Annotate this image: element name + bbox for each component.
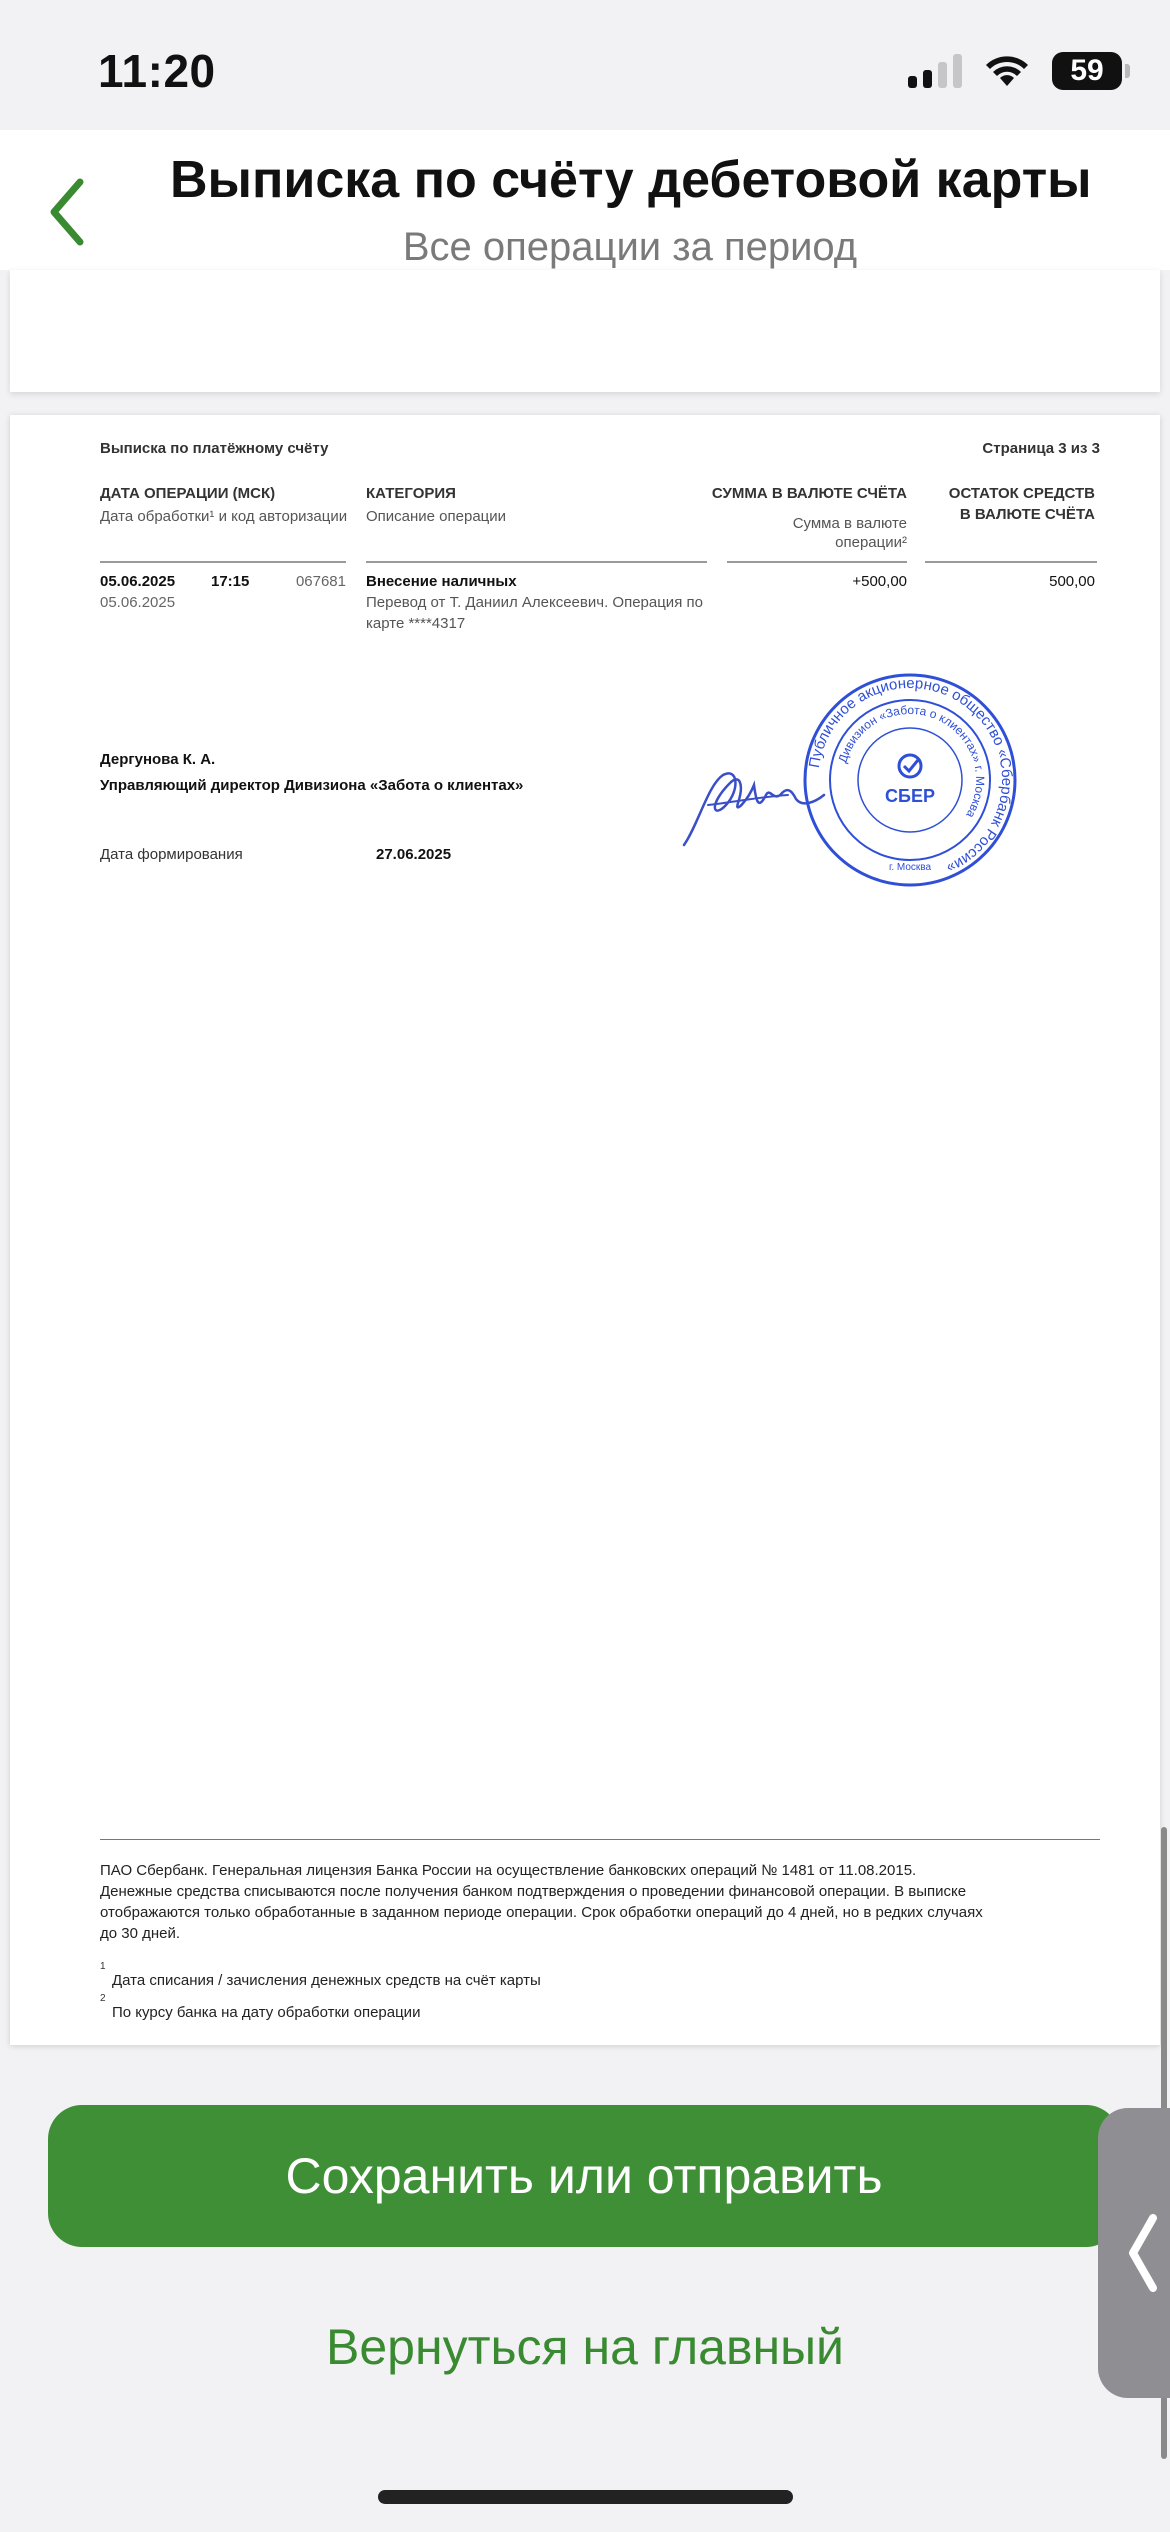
formed-date-value: 27.06.2025 <box>376 846 452 863</box>
chevron-left-icon <box>1123 2208 1163 2298</box>
column-amount-subheader-2: операции² <box>835 534 907 551</box>
column-balance-header-1: ОСТАТОК СРЕДСТВ <box>948 485 1095 502</box>
column-category-header: КАТЕГОРИЯ <box>366 485 456 502</box>
transaction-date: 05.06.2025 <box>100 573 176 590</box>
transaction-time: 17:15 <box>211 573 250 590</box>
stamp-brand: СБЕР <box>885 786 935 806</box>
column-balance-header-2: В ВАЛЮТЕ СЧЁТА <box>959 506 1095 523</box>
transaction-description-line-1: Перевод от Т. Даниил Алексеевич. Операция по <box>366 594 703 611</box>
formed-date-label: Дата формирования <box>100 846 243 863</box>
transaction-balance: 500,00 <box>1049 573 1095 590</box>
footer-legal-text <box>100 1860 1100 1944</box>
signal-icon <box>908 54 962 88</box>
footer-divider <box>100 1839 1100 1840</box>
status-icons <box>908 52 1122 90</box>
transaction-processed-date: 05.06.2025 <box>100 594 176 611</box>
side-panel-handle[interactable] <box>1098 2108 1170 2398</box>
column-category-subheader: Описание операции <box>366 508 507 525</box>
transaction-auth-code: 067681 <box>295 573 346 590</box>
signer-position: Управляющий директор Дивизиона «Забота о клиентах» <box>100 777 524 794</box>
signer-name: Дергунова К. А. <box>100 751 216 768</box>
header-divider <box>727 561 907 563</box>
column-amount-header: СУММА В ВАЛЮТЕ СЧЁТА <box>711 485 907 502</box>
save-or-send-button[interactable]: Сохранить или отправить <box>48 2105 1120 2247</box>
header-divider <box>366 561 707 563</box>
stamp-inner-text: Дивизион «Забота о клиентах» г. Москва <box>835 702 988 821</box>
footer-line: ПАО Сбербанк. Генеральная лицензия Банка России на осуществление банковских операций № 1481 от 11.08.2015. <box>100 1862 917 1879</box>
footer-line: до 30 дней. <box>100 1925 181 1942</box>
page-subtitle: Все операции за период <box>402 225 858 269</box>
footnote-1: Дата списания / зачисления денежных средств на счёт карты <box>112 1972 541 1989</box>
statement-page <box>10 415 1160 2045</box>
battery-level: 59 <box>1070 54 1104 87</box>
return-home-button[interactable]: Вернуться на главный <box>326 2319 844 2375</box>
screen-header <box>0 130 1170 270</box>
previous-document-page <box>10 270 1160 392</box>
header-divider <box>100 561 346 563</box>
wifi-icon <box>984 54 1030 88</box>
footer-line: Денежные средства списываются после получения банком подтверждения о проведении финансовой операции. В выписке <box>100 1883 967 1900</box>
column-date-header: ДАТА ОПЕРАЦИИ (МСК) <box>100 485 276 502</box>
column-amount-subheader-1: Сумма в валюте <box>792 515 907 532</box>
footnote-mark: 2 <box>100 1993 106 2004</box>
status-time: 11:20 <box>98 45 216 97</box>
page-title: Выписка по счёту дебетовой карты <box>170 151 1092 209</box>
stamp-outer-text: Публичное акционерное общество «Сбербанк России» <box>805 674 1016 877</box>
footnote-mark: 1 <box>100 1961 106 1972</box>
company-stamp <box>800 670 1020 890</box>
home-indicator[interactable] <box>378 2490 793 2504</box>
footnote-2: По курсу банка на дату обработки операции <box>112 2004 421 2021</box>
page-number: Страница 3 из 3 <box>982 440 1100 457</box>
transaction-category: Внесение наличных <box>366 573 517 590</box>
header-divider <box>925 561 1097 563</box>
doc-title: Выписка по платёжному счёту <box>100 440 329 457</box>
transaction-amount: +500,00 <box>852 573 907 590</box>
transaction-description-line-2: карте ****4317 <box>366 615 466 632</box>
footer-line: отображаются только обработанные в заданном периоде операции. Срок обработки операций до 4 дней, но в редких случаях <box>100 1904 983 1921</box>
battery-icon <box>1052 52 1122 90</box>
stamp-city: г. Москва <box>888 862 932 873</box>
column-date-subheader: Дата обработки¹ и код авторизации <box>100 508 348 525</box>
